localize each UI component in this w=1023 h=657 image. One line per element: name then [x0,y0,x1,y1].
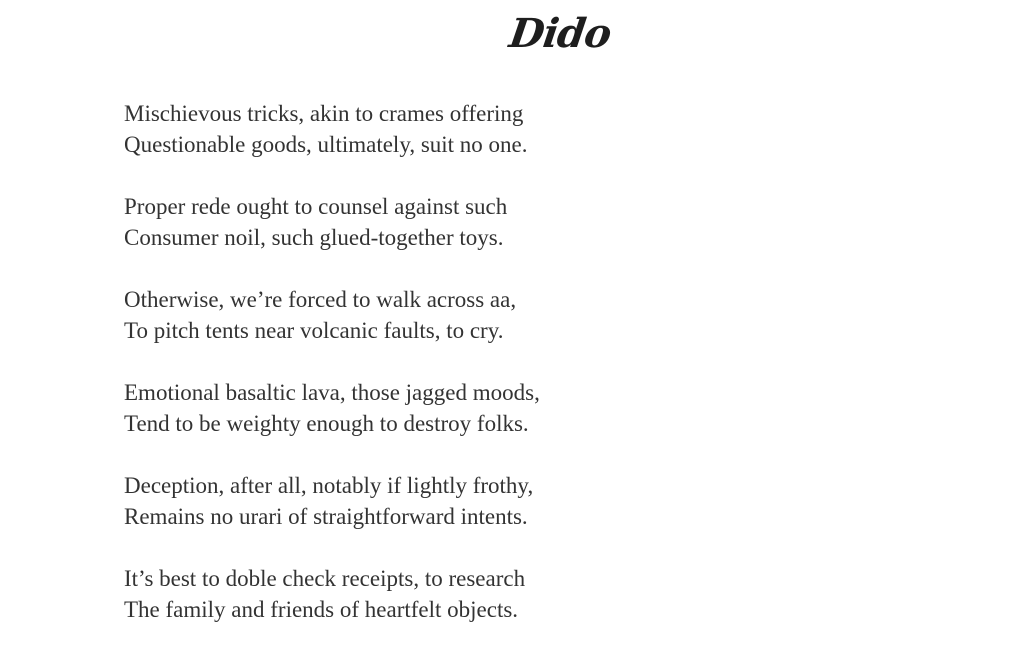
poem-line: Tend to be weighty enough to destroy folks. [124,411,529,436]
poem-line: Deception, after all, notably if lightly frothy, [124,473,534,498]
poem-line: Remains no urari of straightforward intents. [124,504,528,529]
stanza [124,284,644,346]
stanza [124,98,644,160]
stanza [124,377,644,439]
poem-line: Otherwise, we’re forced to walk across aa, [124,287,517,312]
poem-line: Questionable goods, ultimately, suit no one. [124,132,528,157]
poem-line: Consumer noil, such glued-together toys. [124,225,504,250]
poem-line: To pitch tents near volcanic faults, to cry. [124,318,504,343]
stanza [124,191,644,253]
poem-line: Mischievous tricks, akin to crames offering [124,101,524,126]
stanza [124,563,644,625]
stanza [124,470,644,532]
poem-line: Proper rede ought to counsel against such [124,194,508,219]
poem-line: Emotional basaltic lava, those jagged moods, [124,380,540,405]
poem-line: It’s best to doble check receipts, to research [124,566,526,591]
poem-body [124,98,644,656]
poem-line: The family and friends of heartfelt objects. [124,597,519,622]
poem-title: Dido [506,10,614,57]
